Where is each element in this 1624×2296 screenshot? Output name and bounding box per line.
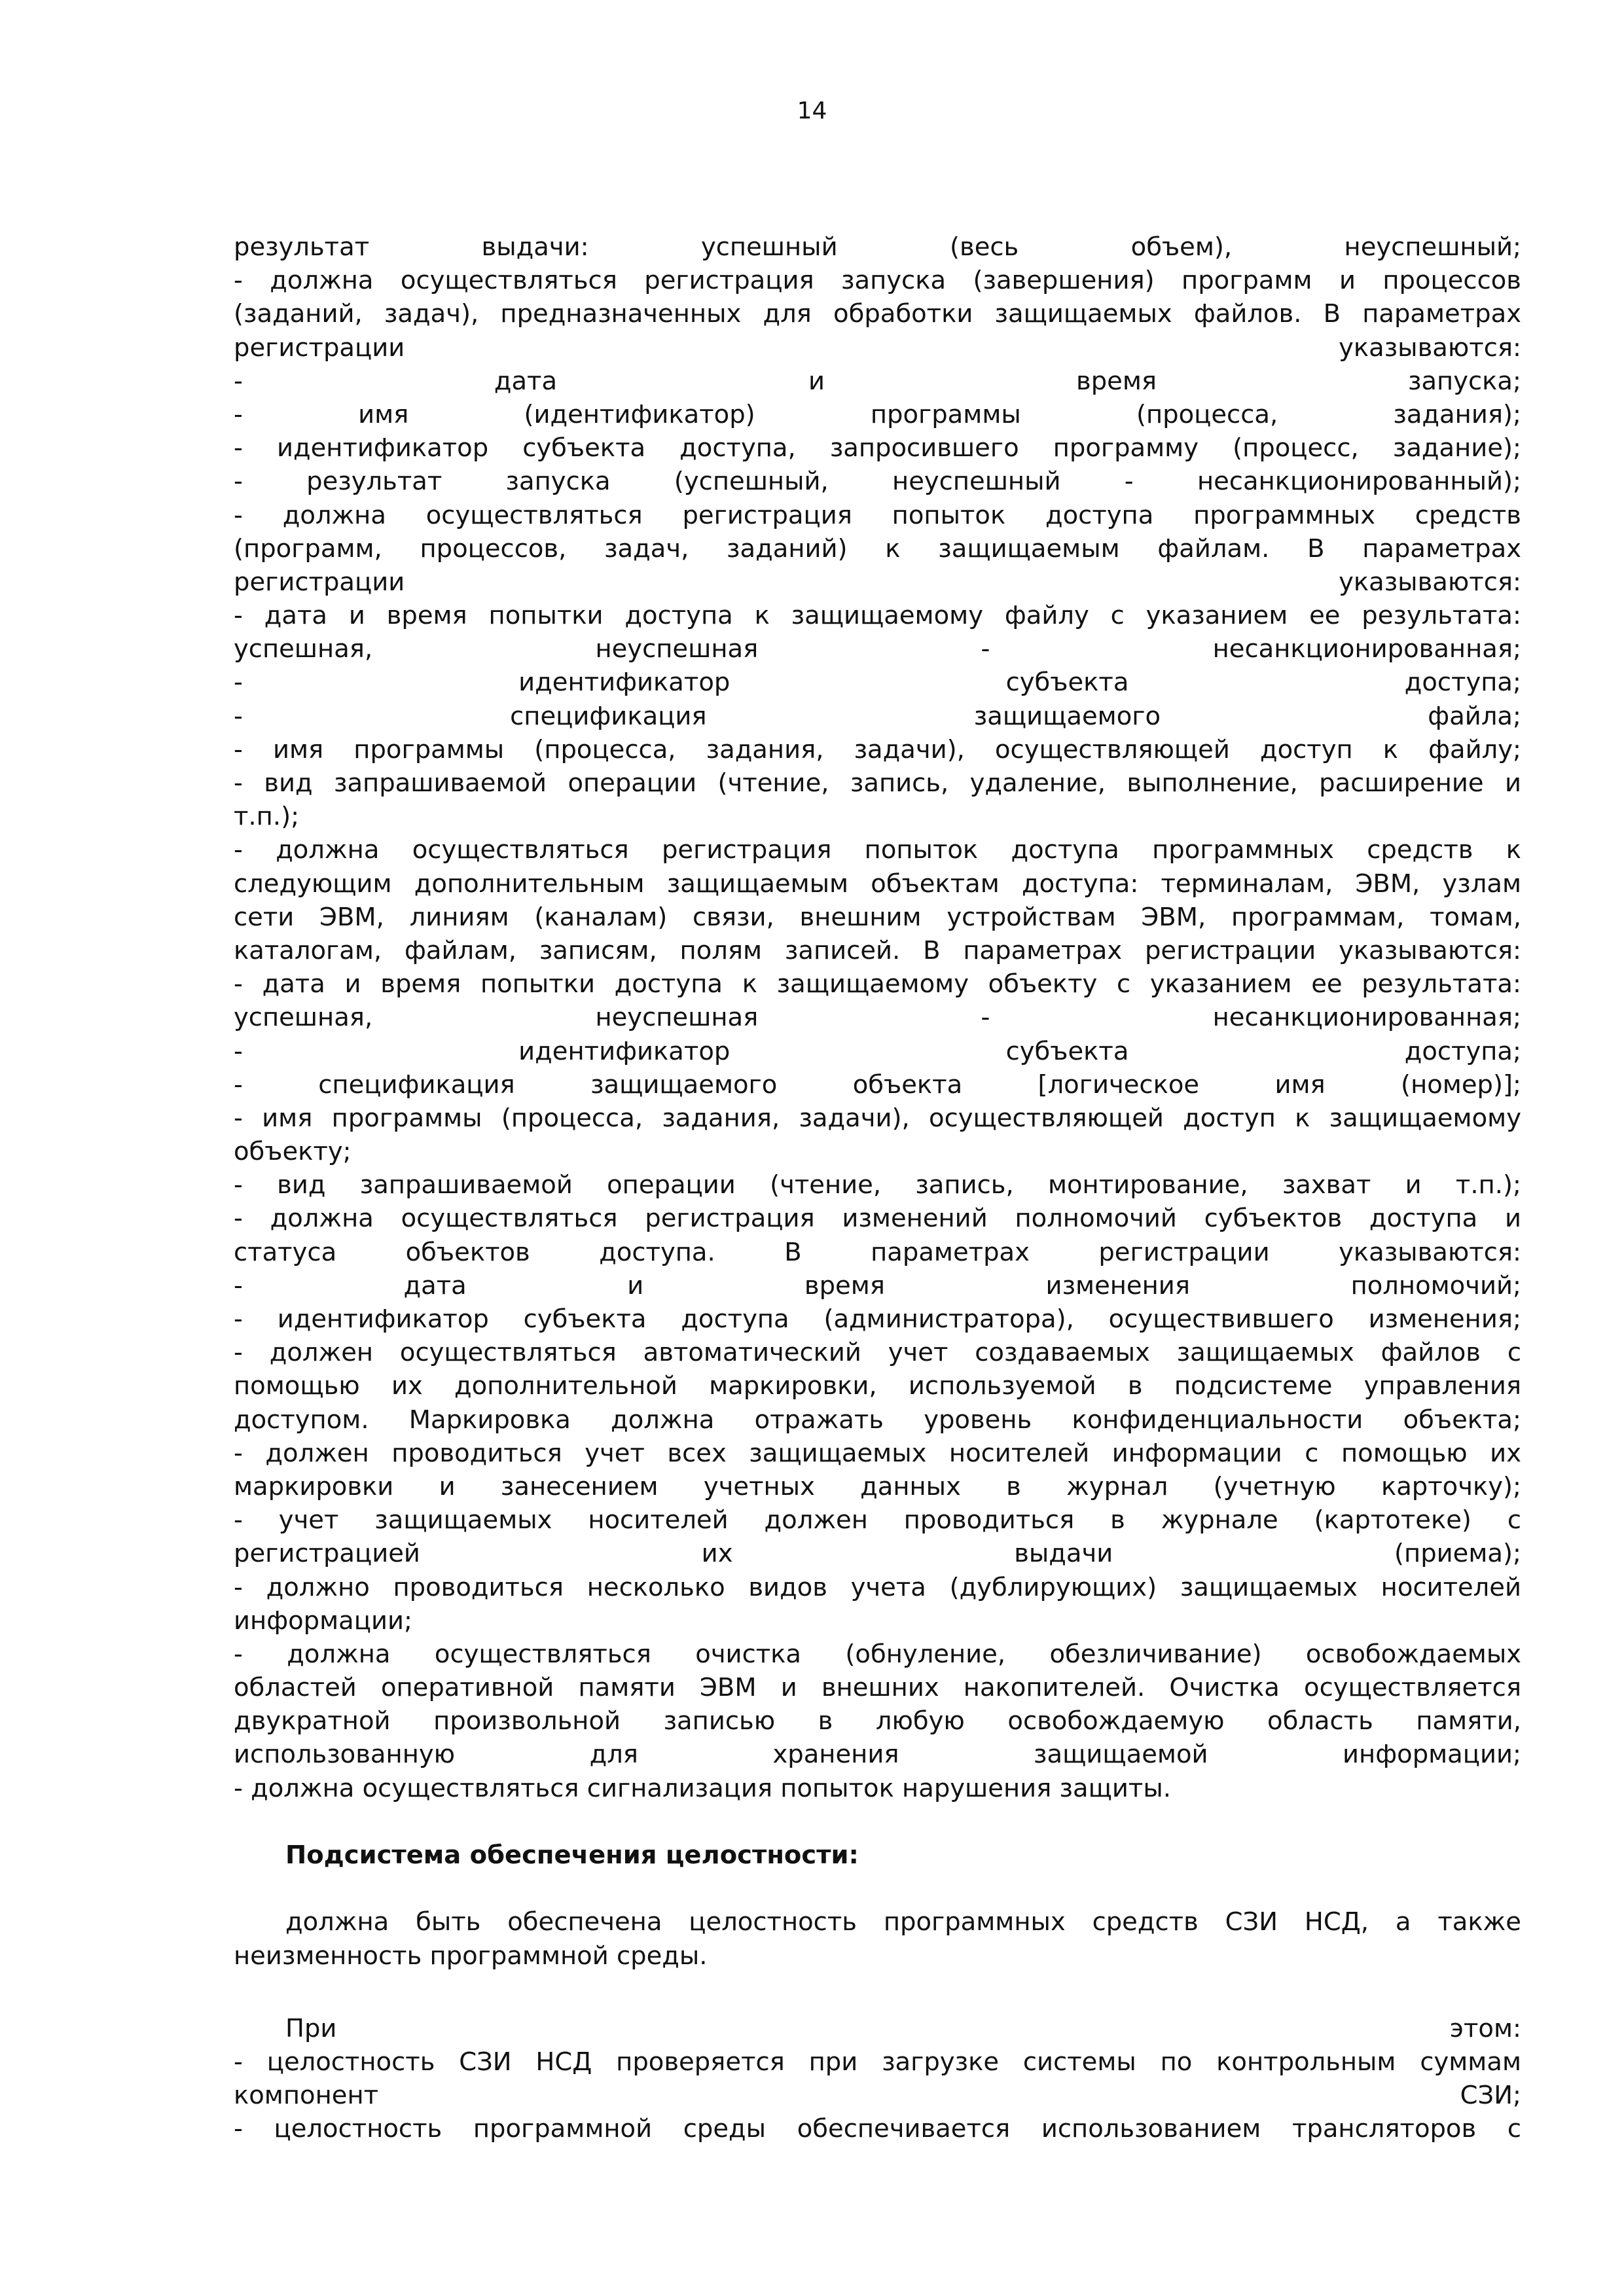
text-line: - должна осуществляться регистрация запуска (завершения) программ и процессов — [234, 266, 1521, 296]
document-body — [234, 230, 1521, 2146]
text-line: каталогам, файлам, записям, полям записей. В параметрах регистрации указываются: — [234, 935, 1521, 965]
text-line: - дата и время попытки доступа к защищаемому файлу с указанием ее результата: — [234, 601, 1521, 631]
text-line: помощью их дополнительной маркировки, используемой в подсистеме управления — [234, 1371, 1521, 1401]
text-line: (заданий, задач), предназначенных для обработки защищаемых файлов. В параметрах — [234, 299, 1521, 329]
paragraph-line: неизменность программной среды. — [234, 1941, 708, 1971]
text-line: регистрацией их выдачи (приема); — [234, 1539, 1521, 1569]
text-line: регистрации указываются: — [234, 567, 1521, 597]
text-line: - имя программы (процесса, задания, задачи), осуществляющей доступ к файлу; — [234, 734, 1521, 764]
text-line: - идентификатор субъекта доступа; — [234, 668, 1521, 698]
text-line: - имя программы (процесса, задания, задачи), осуществляющей доступ к защищаемому — [234, 1103, 1521, 1133]
text-line: - идентификатор субъекта доступа; — [234, 1036, 1521, 1066]
text-line: статуса объектов доступа. В параметрах регистрации указываются: — [234, 1237, 1521, 1267]
text-line: двукратной произвольной записью в любую освобождаемую область памяти, — [234, 1706, 1521, 1736]
text-line: объекту; — [234, 1137, 352, 1167]
text-line: При этом: — [285, 2013, 1521, 2043]
text-line: регистрации указываются: — [234, 332, 1521, 363]
text-line: информации; — [234, 1605, 412, 1636]
text-line: маркировки и занесением учетных данных в журнал (учетную карточку); — [234, 1471, 1521, 1501]
text-line: - результат запуска (успешный, неуспешный - несанкционированный); — [234, 467, 1521, 497]
text-line: т.п.); — [234, 802, 300, 832]
text-line: (программ, процессов, задач, заданий) к защищаемым файлам. В параметрах — [234, 533, 1521, 564]
text-line: - должна осуществляться очистка (обнуление, обезличивание) освобождаемых — [234, 1639, 1521, 1669]
text-line: - дата и время изменения полномочий; — [234, 1270, 1521, 1300]
spacer — [234, 1872, 1521, 1905]
text-line: компонент СЗИ; — [234, 2081, 1521, 2111]
text-line: - учет защищаемых носителей должен проводиться в журнале (картотеке) с — [234, 1505, 1521, 1535]
spacer — [234, 1973, 1521, 2012]
text-line: - идентификатор субъекта доступа (администратора), осуществившего изменения; — [234, 1304, 1521, 1334]
text-line: - целостность СЗИ НСД проверяется при загрузке системы по контрольным суммам — [234, 2047, 1521, 2077]
integrity-paragraph — [234, 2012, 1521, 2146]
text-line: сети ЭВМ, линиям (каналам) связи, внешним устройствам ЭВМ, программам, томам, — [234, 902, 1521, 932]
text-line: - идентификатор субъекта доступа, запросившего программу (процесс, задание); — [234, 433, 1521, 463]
text-line: - должно проводиться несколько видов учета (дублирующих) защищаемых носителей — [234, 1572, 1521, 1602]
text-line: - должна осуществляться регистрация попыток доступа программных средств — [234, 500, 1521, 530]
text-line: успешная, неуспешная - несанкционированная; — [234, 1003, 1521, 1033]
text-line: - должна осуществляться сигнализация попыток нарушения защиты. — [234, 1773, 1171, 1803]
text-line: - дата и время запуска; — [234, 366, 1521, 396]
text-line: - должна осуществляться регистрация изменений полномочий субъектов доступа и — [234, 1204, 1521, 1234]
text-line: доступом. Маркировка должна отражать уровень конфиденциальности объекта; — [234, 1405, 1521, 1435]
text-line: - спецификация защищаемого объекта [логическое имя (номер)]; — [234, 1069, 1521, 1100]
text-line: - должен осуществляться автоматический учет создаваемых защищаемых файлов с — [234, 1338, 1521, 1368]
text-line: - имя (идентификатор) программы (процесса, задания); — [234, 399, 1521, 429]
text-line: - должен проводиться учет всех защищаемых носителей информации с помощью их — [234, 1438, 1521, 1468]
text-line: - дата и время попытки доступа к защищаемому объекту с указанием ее результата: — [234, 969, 1521, 999]
registration-requirements-text — [234, 230, 1521, 1805]
text-line: - целостность программной среды обеспечивается использованием трансляторов с — [234, 2114, 1521, 2144]
text-line: успешная, неуспешная - несанкционированная; — [234, 634, 1521, 664]
spacer — [234, 1805, 1521, 1839]
section-heading: Подсистема обеспечения целостности: — [285, 1840, 859, 1870]
text-line: - должна осуществляться регистрация попыток доступа программных средств к — [234, 835, 1521, 865]
text-line: результат выдачи: успешный (весь объем), неуспешный; — [234, 232, 1521, 262]
page-number: 14 — [797, 98, 827, 124]
paragraph-line: должна быть обеспечена целостность программных средств СЗИ НСД, а также — [285, 1907, 1521, 1937]
text-line: - вид запрашиваемой операции (чтение, запись, удаление, выполнение, расширение и — [234, 768, 1521, 798]
text-line: - вид запрашиваемой операции (чтение, запись, монтирование, захват и т.п.); — [234, 1170, 1521, 1200]
text-line: - спецификация защищаемого файла; — [234, 701, 1521, 731]
text-line: следующим дополнительным защищаемым объектам доступа: терминалам, ЭВМ, узлам — [234, 869, 1521, 899]
text-line: областей оперативной памяти ЭВМ и внешних накопителей. Очистка осуществляется — [234, 1673, 1521, 1703]
text-line: использованную для хранения защищаемой информации; — [234, 1740, 1521, 1770]
